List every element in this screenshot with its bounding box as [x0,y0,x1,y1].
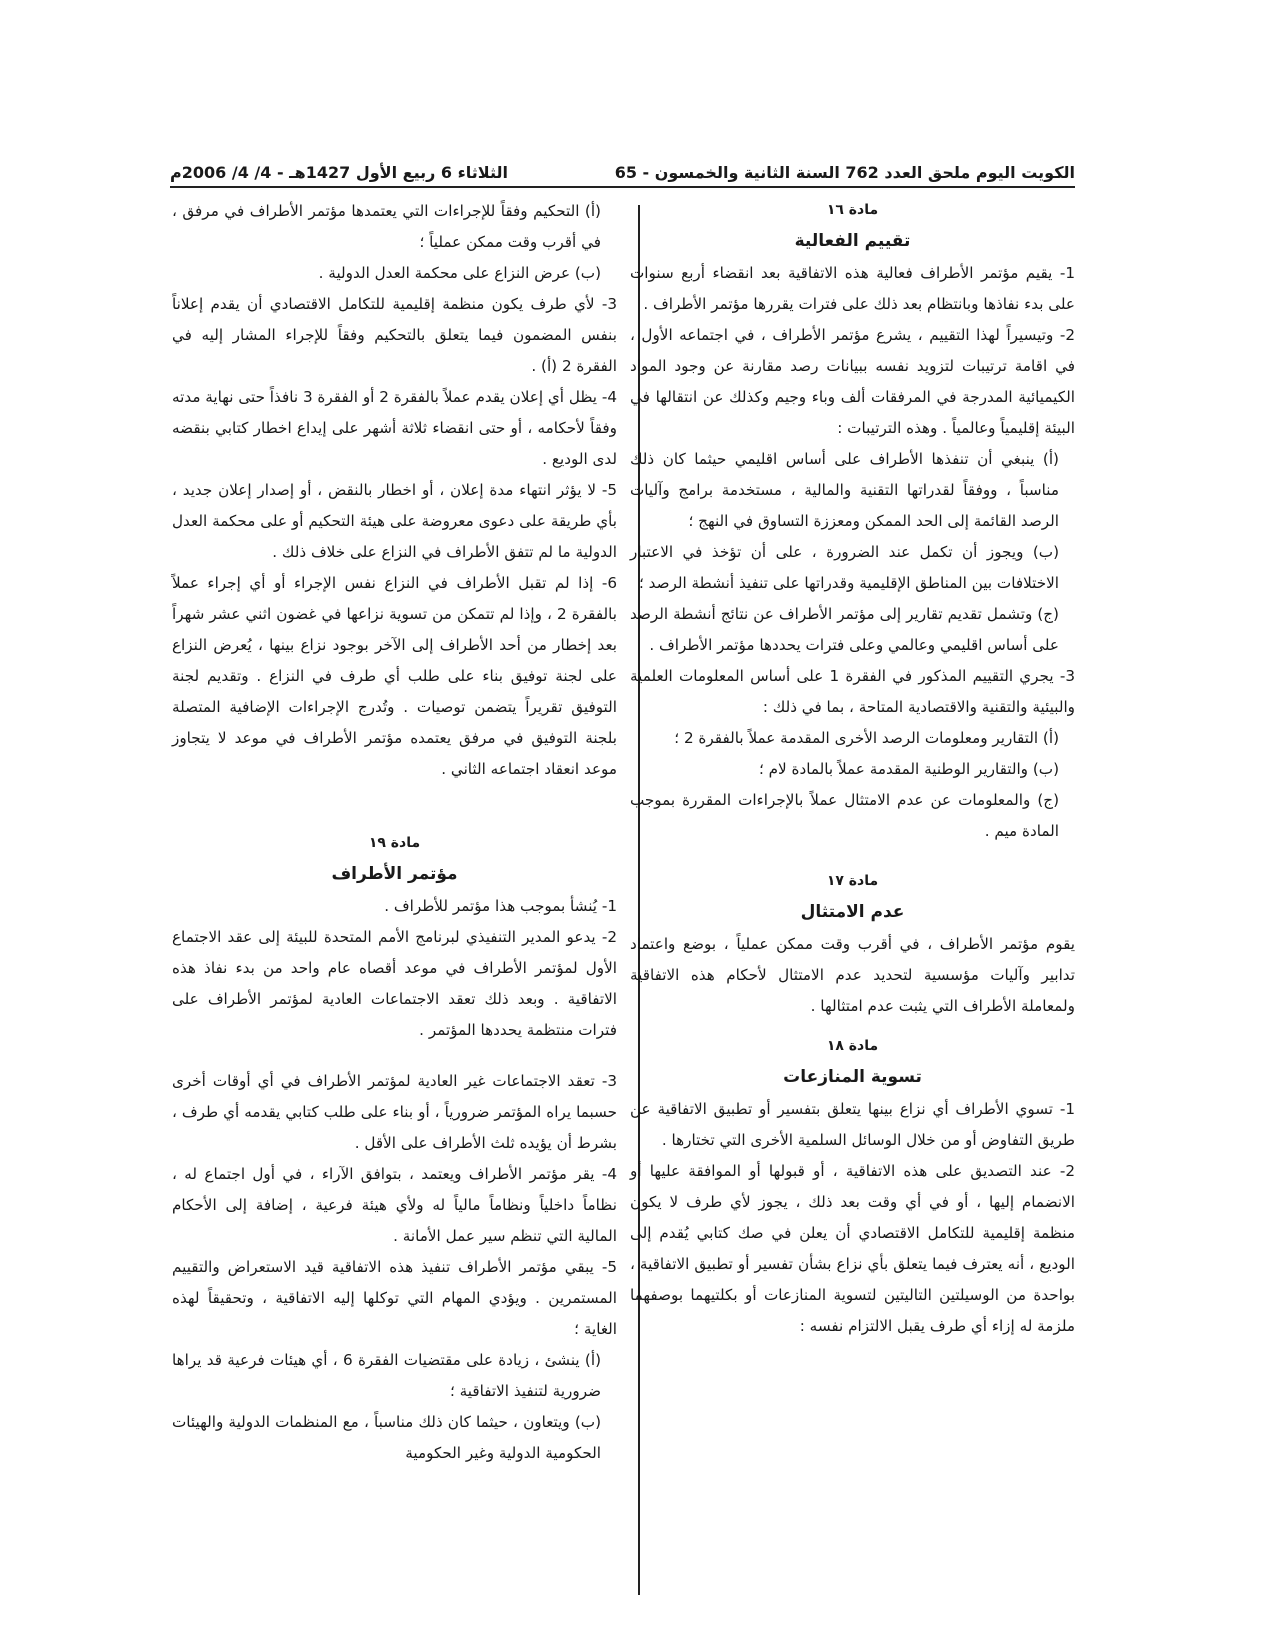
article-16-item-3: 3- يجري التقييم المذكور في الفقرة 1 على أساس المعلومات العلمية والبيئية والتقنية والاقتصادية المتاحة ، بما في ذلك : [630,667,1075,716]
article-18-item-1: 1- تسوي الأطراف أي نزاع بينها يتعلق بتفسير أو تطبيق الاتفاقية عن طريق التفاوض أو من خلال الوسائل السلمية الأخرى التي تختارها . [630,1100,1075,1149]
article-16-item-2: 2- وتيسيراً لهذا التقييم ، يشرع مؤتمر الأطراف ، في اجتماعه الأول ، في اقامة ترتيبات لتزويد نفسه ببيانات رصد مقارنة عن وجود المواد الكيميائية المدرجة في المرفقات ألف وباء وجيم وكذلك عن انتقالها في البيئة إقليمياً وعالمياً . وهذه الترتيبات : [630,326,1075,437]
article-19-title: مؤتمر الأطراف [331,864,458,884]
article-16-item-2-a: (أ) ينبغي أن تنفذها الأطراف على أساس اقليمي حيثما كان ذلك مناسباً ، ووفقاً لقدراتها التقنية والمالية ، مستخدمة برامج وآليات الرصد القائمة إلى الحد الممكن ومعززة التساوق في النهج ؛ [630,450,1059,530]
article-16-item-1: 1- يقيم مؤتمر الأطراف فعالية هذه الاتفاقية بعد انقضاء أربع سنوات على بدء نفاذها وبانتظام بعد ذلك على فترات يقررها مؤتمر الأطراف . [630,264,1075,313]
article-19-number: مادة ١٩ [368,835,421,851]
article-19-item-2: 2- يدعو المدير التنفيذي لبرنامج الأمم المتحدة للبيئة إلى عقد الاجتماع الأول لمؤتمر الأطراف في موعد أقصاه عام واحد من بدء نفاذ هذه الاتفاقية . وبعد ذلك تعقد الاجتماعات العادية لمؤتمر الأطراف على فترات منتظمة يحددها المؤتمر . [172,928,617,1039]
article-18-item-6: 6- إذا لم تقبل الأطراف في النزاع نفس الإجراء أو أي إجراء عملاً بالفقرة 2 ، وإذا لم تتمكن من تسوية نزاعها في غضون اثني عشر شهراً بعد إخطار من أحد الأطراف إلى الآخر بوجود نزاع بينها ، يُعرض النزاع على لجنة توفيق بناء على طلب أي طرف في النزاع . وتقديم لجنة التوفيق تقريراً يتضمن توصيات . وتُدرج الإجراءات الإضافية المتصلة بلجنة التوفيق في مرفق يعتمده مؤتمر الأطراف في موعد لا يتجاوز موعد انعقاد اجتماعه الثاني . [172,574,617,778]
article-18-item-2: 2- عند التصديق على هذه الاتفاقية ، أو قبولها أو الموافقة عليها أو الانضمام إليها ، أو في أي وقت بعد ذلك ، يجوز لأي طرف لا يكون منظمة إقليمية للتكامل الاقتصادي أن يعلن في صك كتابي يُقدم إلى الوديع ، أنه يعترف فيما يتعلق بأي نزاع بشأن تفسير أو تطبيق الاتفاقية ، بواحدة من الوسيلتين التاليتين لتسوية المنازعات أو بكلتيهما بوصفهما ملزمة له إزاء أي طرف يقبل الالتزام نفسه : [630,1162,1075,1335]
article-18-number: مادة ١٨ [826,1038,879,1054]
article-16-item-3-c: (ج) والمعلومات عن عدم الامتثال عملاً بالإجراءات المقررة بموجب المادة ميم . [630,791,1059,840]
article-19-item-4: 4- يقر مؤتمر الأطراف ويعتمد ، بتوافق الآراء ، في أول اجتماع له ، نظاماً داخلياً ونظاماً مالياً له ولأي هيئة فرعية ، إضافة إلى الأحكام المالية التي تنظم سير عمل الأمانة . [172,1165,617,1245]
article-16-item-3-b: (ب) والتقارير الوطنية المقدمة عملاً بالمادة لام ؛ [758,760,1059,778]
left-column [172,196,617,1469]
article-19-item-1: 1- يُنشأ بموجب هذا مؤتمر للأطراف . [384,897,617,915]
page-header [170,152,1075,188]
article-16-title: تقييم الفعالية [794,231,911,251]
article-16-number: مادة ١٦ [826,202,879,218]
article-16-item-2-b: (ب) ويجوز أن تكمل عند الضرورة ، على أن تؤخذ في الاعتبار الاختلافات بين المناطق الإقليمية وقدراتها على تنفيذ أنشطة الرصد ؛ [630,543,1059,592]
right-column [630,196,1075,1342]
article-18-item-4: 4- يظل أي إعلان يقدم عملاً بالفقرة 2 أو الفقرة 3 نافذاً حتى نهاية مدته وفقاً لأحكامه ، أو حتى انقضاء ثلاثة أشهر على إيداع اخطار كتابي بنقضه لدى الوديع . [171,388,617,468]
article-18-title: تسوية المنازعات [783,1067,922,1087]
header-issue-info: الكويت اليوم ملحق العدد 762 السنة الثانية والخمسون - 65 [614,163,1075,182]
header-date: الثلاثاء 6 ربيع الأول 1427هـ - 4/ 4/ 2006م [170,163,508,182]
article-19-item-3: 3- تعقد الاجتماعات غير العادية لمؤتمر الأطراف في أي أوقات أخرى حسبما يراه المؤتمر ضرورياً ، أو بناء على طلب كتابي يقدمه أي طرف ، بشرط أن يؤيده ثلث الأطراف على الأقل . [172,1072,617,1152]
article-18-item-2-a: (أ) التحكيم وفقاً للإجراءات التي يعتمدها مؤتمر الأطراف في مرفق ، في أقرب وقت ممكن عملياً ؛ [172,202,601,251]
article-17-text: يقوم مؤتمر الأطراف ، في أقرب وقت ممكن عملياً ، بوضع واعتماد تدابير وآليات مؤسسية لتحديد عدم الامتثال لأحكام هذه الاتفاقية ولمعاملة الأطراف التي يثبت عدم امتثالها . [630,935,1075,1015]
article-19-item-5-a: (أ) ينشئ ، زيادة على مقتضيات الفقرة 6 ، أي هيئات فرعية قد يراها ضرورية لتنفيذ الاتفاقية ؛ [172,1351,601,1400]
article-19-item-5-b: (ب) ويتعاون ، حيثما كان ذلك مناسباً ، مع المنظمات الدولية والهيئات الحكومية الدولية وغير الحكومية [172,1413,601,1462]
article-18-item-2-b: (ب) عرض النزاع على محكمة العدل الدولية . [318,264,601,282]
article-16-item-3-a: (أ) التقارير ومعلومات الرصد الأخرى المقدمة عملاً بالفقرة 2 ؛ [674,729,1059,747]
article-18-item-3: 3- لأي طرف يكون منظمة إقليمية للتكامل الاقتصادي أن يقدم إعلاناً بنفس المضمون فيما يتعلق بالتحكيم وفقاً للإجراء المشار إليه في الفقرة 2 (أ) . [172,295,617,375]
article-18-item-5: 5- لا يؤثر انتهاء مدة إعلان ، أو اخطار بالنقض ، أو إصدار إعلان جديد ، بأي طريقة على دعوى معروضة على هيئة التحكيم أو على محكمة العدل الدولية ما لم تتفق الأطراف في النزاع على خلاف ذلك . [172,481,617,561]
article-17-number: مادة ١٧ [826,873,879,889]
article-16-item-2-c: (ج) وتشمل تقديم تقارير إلى مؤتمر الأطراف عن نتائج أنشطة الرصد على أساس اقليمي وعالمي وعلى فترات يحددها مؤتمر الأطراف . [630,605,1059,654]
article-17-title: عدم الامتثال [800,902,905,922]
article-19-item-5: 5- يبقي مؤتمر الأطراف تنفيذ هذه الاتفاقية قيد الاستعراض والتقييم المستمرين . ويؤدي المهام التي توكلها إليه الاتفاقية ، وتحقيقاً لهذه الغاية ؛ [172,1258,617,1338]
